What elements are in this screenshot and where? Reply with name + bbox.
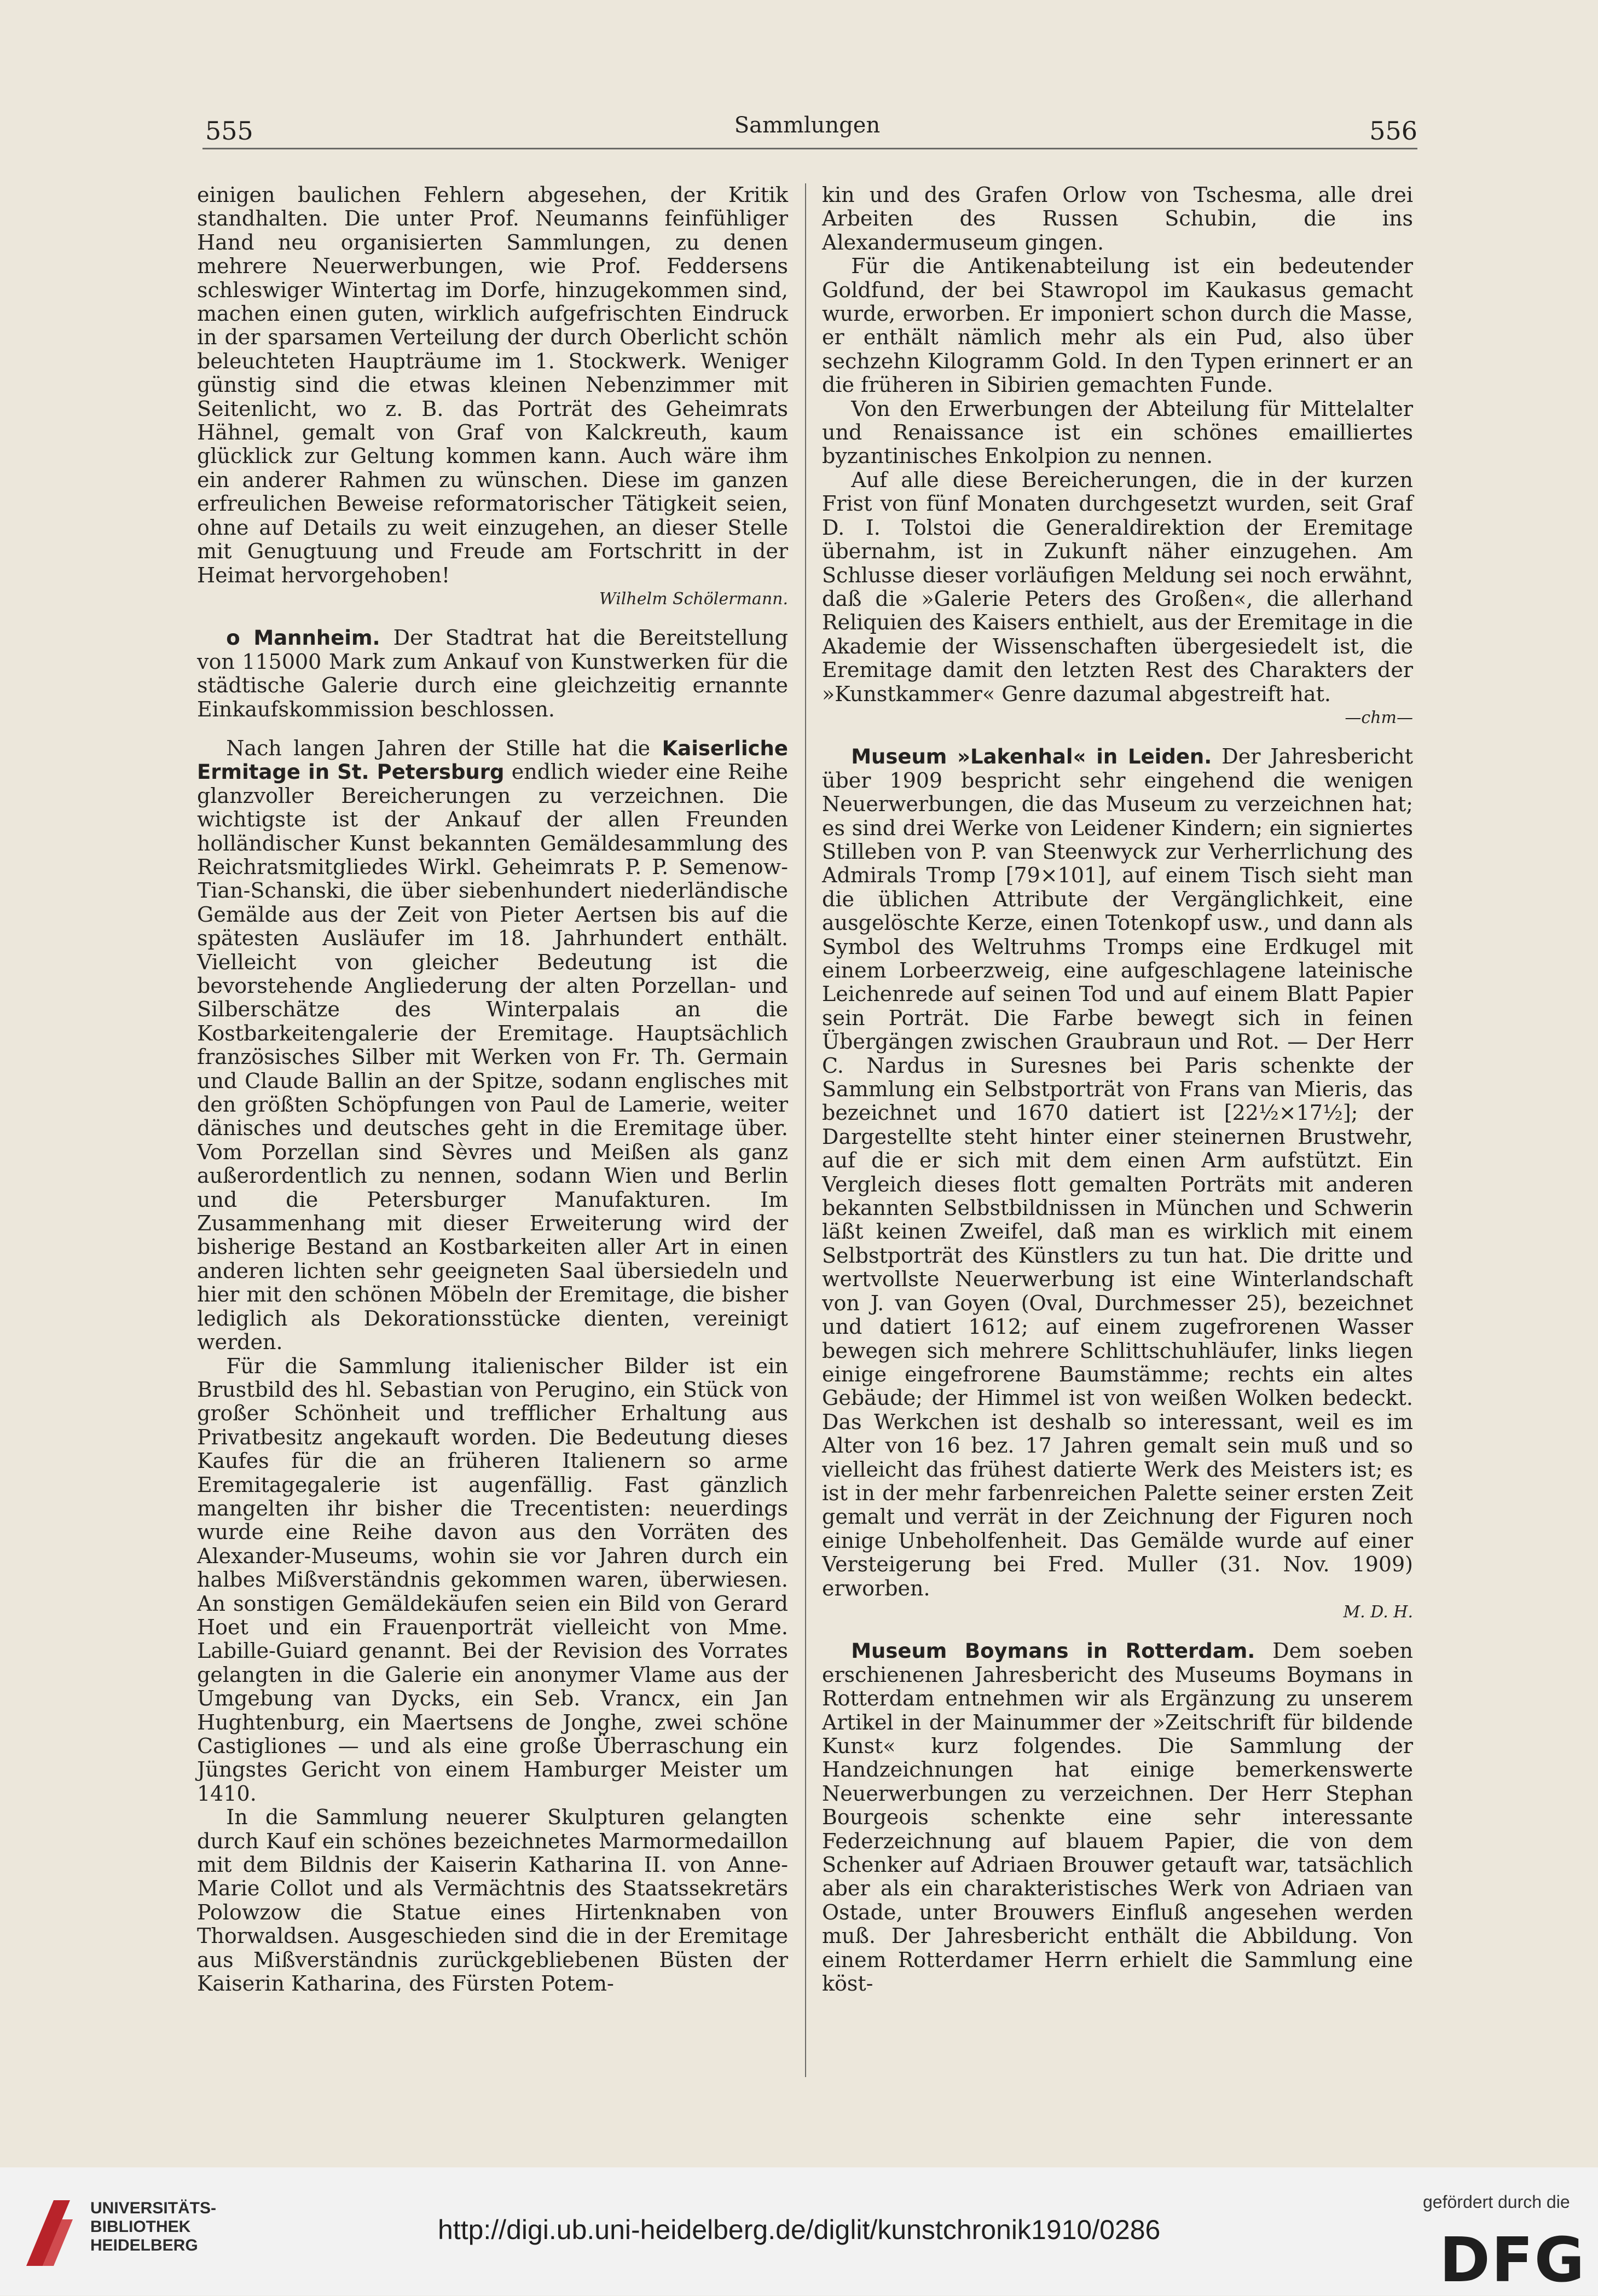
- spacer: [822, 1624, 1413, 1639]
- library-name-line: HEIDELBERG: [90, 2236, 198, 2254]
- source-url-link[interactable]: http://digi.ub.uni-heidelberg.de/diglit/kunstchronik1910/0286: [438, 2214, 1161, 2245]
- paragraph: Für die Sammlung italienischer Bilder ist ein Brustbild des hl. Sebastian von Perugino, ein Stück von großer Schönheit und trefflicher Erhaltung aus Privatbesitz angekauft worden. Die Bedeutung dieses Kaufes für die an früheren Italienern so arme Eremitagegalerie ist augenfällig. Fast gänzlich mangelten ihr bisher die Trecentisten: neuerdings wurde eine Reihe davon aus den Vorräten des Alexander-Museums, wohin sie vor Jahren durch ein halbes Mißverständnis gekommen waren, überwiesen. An sonstigen Gemäldekäufen seien ein Bild von Gerard Hoet und ein Frauenporträt vielleicht von Mme. Labille-Guiard genannt. Bei der Revision des Vorrates gelangten in die Galerie ein anonymer Vlame aus der Umgebung van Dycks, ein Seb. Vrancx, ein Jan Hughtenburg, ein Maertsens de Jonghe, zwei schöne Castigliones — und als eine große Überraschung ein Jüngstes Gericht von einem Hamburger Meister um 1410.: [197, 1354, 788, 1806]
- signature: —chm—: [1345, 708, 1413, 727]
- paragraph-text: Dem soeben erschienenen Jahresbericht des Museums Boymans in Rotterdam entnehmen wir als Ergänzung zu unserem Artikel in der Mainummer der »Zeitschrift für bildende Kunst« kurz folgendes. Die Sammlung der Handzeichnungen hat einige bemerkenswerte Neuerwerbungen zu verzeichnen. Der Herr Stephan Bourgeois schenkte eine sehr interessante Federzeichnung auf blauem Papier, die von dem Schenker auf Adriaen Brouwer getauft war, tatsächlich aber als ein charakteristisches Werk von Adriaen van Ostade, unter Brouwers Einfluß angesehen werden muß. Der Jahresbericht enthält die Abbildung. Von einem Rotterdamer Herrn erhielt die Sammlung eine köst-: [822, 1639, 1413, 1996]
- spacer: [197, 721, 788, 737]
- paragraph-boymans: [822, 1639, 1413, 1996]
- spacer: [197, 611, 788, 626]
- running-header: [197, 109, 1417, 153]
- paragraph: kin und des Grafen Orlow von Tschesma, alle drei Arbeiten des Russen Schubin, die ins Alexandermuseum gingen.: [822, 183, 1413, 255]
- header-rule: [202, 148, 1417, 149]
- dfg-logo: DFG: [1439, 2225, 1586, 2296]
- paragraph-mannheim: [197, 626, 788, 721]
- signature: Wilhelm Schölermann.: [599, 589, 788, 609]
- viewer-footer: [0, 2167, 1598, 2295]
- article-heading: o Mannheim.: [226, 626, 380, 650]
- library-logo-icon: [21, 2189, 76, 2271]
- article-heading: Museum Boymans in Rotterdam.: [851, 1639, 1255, 1663]
- paragraph-text: endlich wieder eine Reihe glanzvoller Bereicherungen zu verzeichnen. Die wichtigste ist der Ankauf der allen Freunden holländischer Kunst bekannten Gemäldesammlung des Reichratsmitgliedes Wirkl. Geheimrats P. P. Semenow-Tian-Schanski, die über siebenhundert niederländische Gemälde aus der Zeit von Pieter Aertsen bis auf die spätesten Ausläufer im 18. Jahrhundert enthält. Vielleicht von gleicher Bedeutung ist die bevorstehende Angliederung der alten Porzellan- und Silberschätze des Winterpalais an die Kostbarkeitengalerie der Eremitage. Hauptsächlich französisches Silber mit Werken von Fr. Th. Germain und Claude Ballin an der Spitze, sodann englisches mit den größten Schöpfungen von Paul de Lamerie, weiter dänisches und deutsches geht in die Eremitage über. Vom Porzellan sind Sèvres und Meißen als ganz außerordentlich zu nennen, sodann Wien und Berlin und die Petersburger Manufakturen. Im Zusammenhang mit dieser Erweiterung wird der bisherige Bestand an Kostbarkeiten aller Art in einen anderen lichten sehr geeigneten Saal übersiedeln und hier mit den schönen Möbeln der Eremitage, die bisher lediglich als Dekorationsstücke dienten, vereinigt werden.: [197, 760, 788, 1355]
- paragraph: Von den Erwerbungen der Abteilung für Mittelalter und Renaissance ist ein schönes emailliertes byzantinisches Enkolpion zu nennen.: [822, 396, 1413, 469]
- spacer: [822, 730, 1413, 745]
- paragraph: Für die Antikenabteilung ist ein bedeutender Goldfund, der bei Stawropol im Kaukasus gemacht wurde, erworben. Er imponiert schon durch die Masse, er enthält nämlich mehr als ein Pud, also über sechzehn Kilogramm Gold. In den Typen erinnert er an die früheren in Sibirien gemachten Funde.: [822, 254, 1413, 397]
- funding-caption: gefördert durch die: [1423, 2192, 1570, 2212]
- paragraph-text: Der Jahresbericht über 1909 bespricht sehr eingehend die wenigen Neuerwerbungen, die das Museum zu verzeichnen hat; es sind drei Werke von Leidener Kindern; ein signiertes Stilleben von P. van Steenwyck zur Verherrlichung des Admirals Tromp [79×101], auf einem Tisch sieht man die üblichen Attribute der Vergänglichkeit, eine ausgelöschte Kerze, einen Totenkopf usw., und dann als Symbol des Weltruhms Tromps eine Erdkugel mit einem Lorbeerzweig, eine aufgeschlagene lateinische Leichenrede auf seinen Tod und auf einem Blatt Papier sein Porträt. Die Farbe bewegt sich in feinen Übergängen zwischen Graubraun und Rot. — Der Herr C. Nardus in Suresnes bei Paris schenkte der Sammlung ein Selbstporträt von Frans van Mieris, das bezeichnet und 1670 datiert ist [22½×17½]; der Dargestellte steht hinter einer steinernen Brustwehr, auf die er sich mit dem einen Arm aufstützt. Ein Vergleich dieses flott gemalten Porträts mit anderen bekannten Selbstbildnissen in München und Schwerin läßt keinen Zweifel, daß man es wirklich mit einem Selbstporträt des Künstlers zu tun hat. Die dritte und wertvollste Neuerwerbung ist eine Winterlandschaft von J. van Goyen (Oval, Durchmesser 25), bezeichnet und datiert 1612; auf einem zugefrorenen Wasser bewegen sich mehrere Schlittschuhläufer, links liegen einige eingefrorene Baumstämme; rechts ein altes Gebäude; der Himmel ist von weißen Wolken bedeckt. Das Werkchen ist deshalb so interessant, weil es im Alter von 16 bez. 17 Jahren gemalt sein muß und so vielleicht das frühest datierte Werk des Meisters ist; es ist in der mehr farbenreichen Palette seiner ersten Zeit gemalt und verrät in der Zeichnung der Figuren noch einige Unbeholfenheit. Das Gemälde wurde auf einer Versteigerung bei Fred. Muller (31. Nov. 1909) erworben.: [822, 744, 1413, 1600]
- article-heading: Kaiserliche Ermitage in St. Petersburg: [197, 736, 788, 784]
- page-number-right: 556: [1369, 116, 1417, 146]
- paragraph-lakenhal: [822, 745, 1413, 1600]
- section-title: Sammlungen: [734, 113, 881, 138]
- paragraph-text: Der Stadtrat hat die Bereitstellung von 115000 Mark zum Ankauf von Kunstwerken für die städtische Galerie durch eine gleichzeitig ernannte Einkaufskommission beschlossen.: [197, 626, 788, 721]
- article-heading: Museum »Lakenhal« in Leiden.: [851, 745, 1212, 769]
- paragraph-ermitage: [197, 737, 788, 1355]
- left-column: [197, 183, 788, 1996]
- library-name-line: BIBLIOTHEK: [90, 2218, 191, 2236]
- paragraph: einigen baulichen Fehlern abgesehen, der Kritik standhalten. Die unter Prof. Neumanns feinfühliger Hand neu organisierten Sammlungen, zu denen mehrere Neuerwerbungen, wie Prof. Feddersens schleswiger Wintertag im Dorfe, hinzugekommen sind, machen einen guten, wirklich aufgefrischten Eindruck in der sparsamen Verteilung der durch Oberlicht schön beleuchteten Haupträume im 1. Stockwerk. Weniger günstig sind die etwas kleinen Nebenzimmer mit Seitenlicht, wo z. B. das Porträt des Geheimrats Hähnel, gemalt von Graf von Kalckreuth, kaum glücklick zur Geltung kommen kann. Auch wäre ihm ein anderer Rahmen zu wünschen. Diese im ganzen erfreulichen Beweise reformatorischer Tätigkeit seien, ohne auf Details zu weit einzugehen, an dieser Stelle mit Genugtuung und Freude am Fortschritt in der Heimat hervorgehoben!: [197, 183, 788, 587]
- column-divider: [805, 183, 806, 2077]
- paragraph-text: Nach langen Jahren der Stille hat die: [226, 736, 662, 760]
- library-name: [90, 2199, 216, 2255]
- page-number-left: 555: [205, 116, 253, 146]
- paragraph: In die Sammlung neuerer Skulpturen gelangten durch Kauf ein schönes bezeichnetes Marmormedaillon mit dem Bildnis der Kaiserin Katharina II. von Anne-Marie Collot und als Vermächtnis des Staatssekretärs Polowzow die Statue eines Hirtenknaben von Thorwaldsen. Ausgeschieden sind die in der Eremitage aus Mißverständnis zurückgebliebenen Büsten der Kaiserin Katharina, des Fürsten Potem-: [197, 1805, 788, 1996]
- right-column: [822, 183, 1413, 1996]
- paragraph: Auf alle diese Bereicherungen, die in der kurzen Frist von fünf Monaten durchgesetzt wurden, seit Graf D. I. Tolstoi die Generaldirektion der Eremitage übernahm, ist in Zukunft näher einzugehen. Am Schlusse dieser vorläufigen Meldung sei noch erwähnt, daß die »Galerie Peters des Großen«, die allerhand Reliquien des Kaisers enthielt, aus der Eremitage in die Akademie der Wissenschaften übergesiedelt ist, die Eremitage damit den letzten Rest des Charakters der »Kunstkammer« Genre dazumal abgestreift hat.: [822, 467, 1413, 706]
- signature: M. D. H.: [1343, 1602, 1413, 1622]
- library-name-line: UNIVERSITÄTS-: [90, 2199, 217, 2217]
